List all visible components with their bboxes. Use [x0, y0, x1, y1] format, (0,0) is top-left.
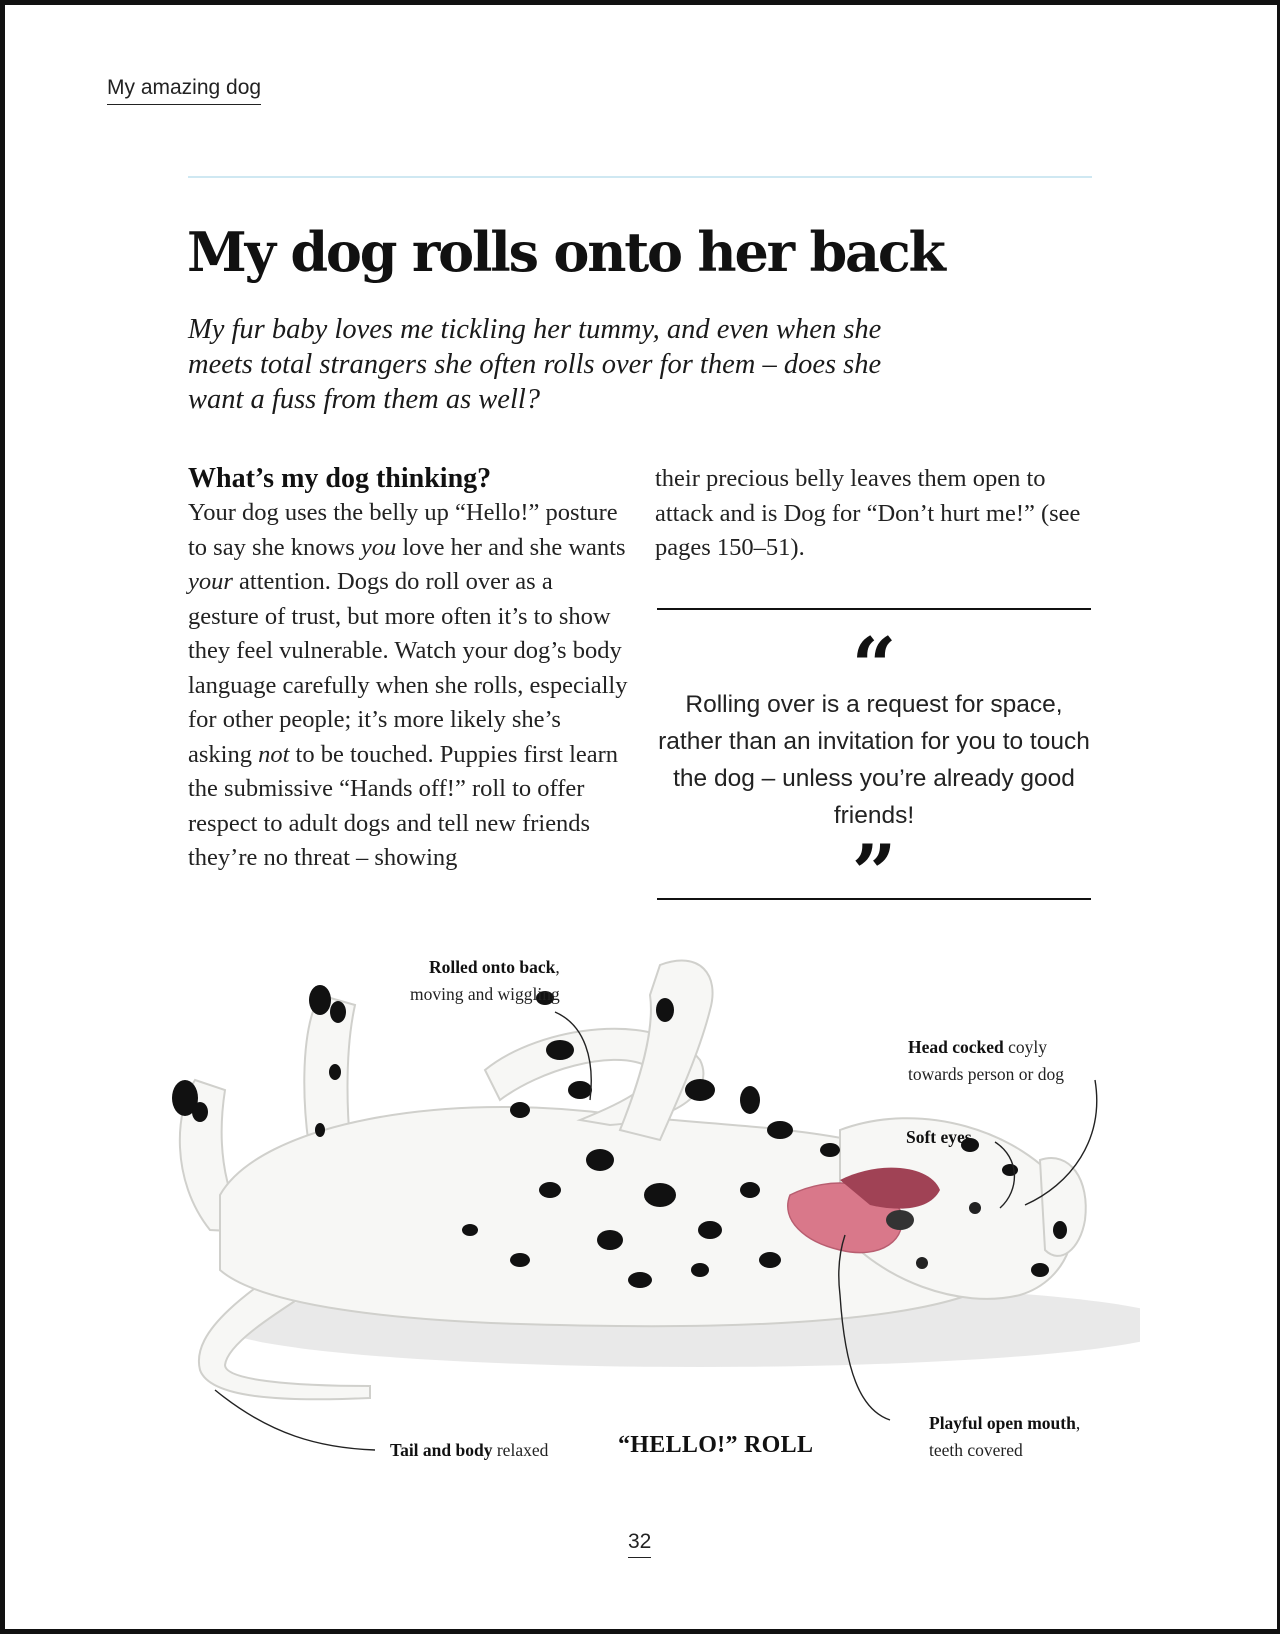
body-text-left — [188, 496, 628, 876]
annotation-mouth-line2: teeth covered — [929, 1440, 1023, 1460]
annotation-head-bold: Head cocked — [908, 1037, 1004, 1057]
right-column — [655, 462, 1095, 566]
illustration-caption: “HELLO!” ROLL — [618, 1432, 814, 1458]
annotation-rolled-bold: Rolled onto back — [428, 957, 556, 977]
close-quote-mark: ” — [851, 828, 897, 919]
annotation-tail-rest: relaxed — [492, 1440, 549, 1460]
subheading: What’s my dog thinking? — [188, 463, 492, 494]
intro-paragraph: My fur baby loves me tickling her tummy, and even when she meets total strangers she often rolls over for them – does she want a fuss from them as well? — [188, 314, 882, 415]
annotation-tail — [390, 1437, 548, 1464]
left-column — [188, 462, 628, 876]
body-text-segment: attention. Dogs do roll over as a gesture of trust, but more often it’s to show they feel vulnerable. Watch your dog’s body language carefully when she rolls, especially for other people; it’s more likely she’s asking — [188, 568, 628, 768]
body-text-right: their precious belly leaves them open to attack and is Dog for “Don’t hurt me!” (see pages 150–51). — [655, 465, 1081, 561]
open-quote-mark: “ — [851, 621, 897, 712]
running-head: My amazing dog — [107, 76, 261, 105]
annotation-mouth — [929, 1410, 1080, 1464]
page-number: 32 — [628, 1530, 651, 1558]
annotation-mouth-rest: , — [1075, 1413, 1081, 1433]
annotation-mouth-line1 — [929, 1410, 1080, 1437]
annotation-head — [908, 1034, 1064, 1088]
dog-nose — [886, 1210, 914, 1230]
page-title: My dog rolls onto her back — [187, 220, 944, 284]
emphasis-you: you — [360, 533, 397, 561]
dalmatian-illustration — [140, 950, 1140, 1490]
pullquote-text: Rolling over is a request for space, rather than an invitation for you to touch the dog – unless you’re already good friends! — [658, 691, 1090, 829]
annotation-rolled — [410, 954, 560, 1008]
annotation-head-line2: towards person or dog — [908, 1064, 1065, 1084]
dog-eye-lower — [916, 1257, 928, 1269]
annotation-rolled-rest: , — [555, 957, 560, 977]
annotation-head-line1 — [908, 1034, 1064, 1061]
annotation-head-rest: coyly — [1003, 1037, 1048, 1057]
emphasis-your: your — [188, 568, 233, 595]
dog-ear — [1040, 1158, 1086, 1256]
emphasis-not: not — [258, 740, 290, 768]
annotation-mouth-bold: Playful open mouth — [929, 1413, 1076, 1433]
dog-eye-upper — [969, 1202, 981, 1214]
annotation-rolled-line2: moving and wiggling — [410, 984, 560, 1004]
annotation-eyes — [906, 1124, 972, 1151]
body-text-segment: to be touched. Puppies first learn the submissive “Hands off!” roll to offer respect to adult dogs and tell new friends they’re no threat – showing — [188, 740, 619, 871]
annotation-eyes-bold: Soft eyes — [906, 1127, 972, 1147]
annotation-tail-bold: Tail and body — [390, 1440, 493, 1460]
top-rule — [188, 176, 1092, 178]
pullquote — [657, 608, 1091, 919]
body-text-segment: Your dog uses the belly up “Hello!” posture to say she knows — [188, 499, 618, 561]
annotation-rolled-line1 — [410, 954, 560, 981]
body-text-segment: love her and she wants — [396, 533, 626, 561]
